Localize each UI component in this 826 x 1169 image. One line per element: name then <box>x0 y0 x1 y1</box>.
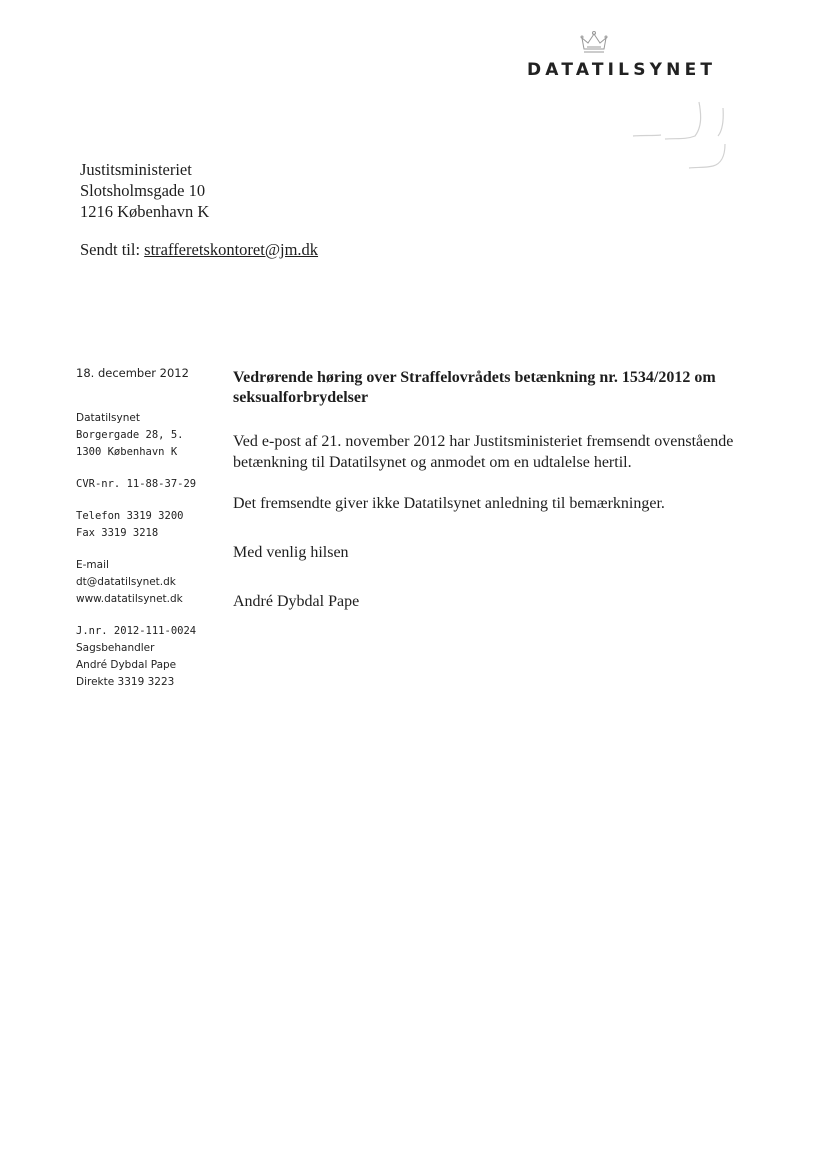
case-handler-label: Sagsbehandler <box>76 642 155 654</box>
fax-line: Fax 3319 3218 <box>76 527 159 539</box>
cvr-number <box>76 476 226 493</box>
sender-address <box>76 410 226 461</box>
contact-info <box>76 557 226 608</box>
crown-icon <box>579 30 609 56</box>
case-info <box>76 623 226 691</box>
handwritten-mark <box>625 98 730 170</box>
sent-to-label: Sendt til: <box>80 240 141 259</box>
cvr-line: CVR-nr. 11-88-37-29 <box>76 478 197 490</box>
direct-phone: Direkte 3319 3223 <box>76 676 175 688</box>
case-handler-name: André Dybdal Pape <box>76 659 177 671</box>
telefon-line: Telefon 3319 3200 <box>76 510 184 522</box>
sender-street: Borgergade 28, 5. <box>76 429 184 441</box>
recipient-address <box>80 159 209 222</box>
letter-paragraph: Ved e-post af 21. november 2012 har Justitsministeriet fremsendt ovenstående betænkning til Datatilsynet og anmodet om en udtalelse hertil. <box>233 433 734 471</box>
recipient-email-link[interactable]: strafferetskontoret@jm.dk <box>144 240 319 259</box>
letter-subject: Vedrørende høring over Straffelovrådets betænkning nr. 1534/2012 om seksualforbrydelser <box>233 369 716 406</box>
email-label: E-mail <box>76 559 109 571</box>
sender-info-column <box>76 366 226 706</box>
letter-paragraph: Det fremsendte giver ikke Datatilsynet anledning til bemærkninger. <box>233 495 665 512</box>
letter-closing: Med venlig hilsen <box>233 544 349 561</box>
phone-info <box>76 508 226 542</box>
journal-number: J.nr. 2012-111-0024 <box>76 625 197 637</box>
datatilsynet-logo <box>522 30 752 85</box>
recipient-street: Slotsholmsgade 10 <box>80 181 206 200</box>
sender-city: 1300 København K <box>76 446 178 458</box>
sender-email[interactable]: dt@datatilsynet.dk <box>76 576 176 588</box>
recipient-city: 1216 København K <box>80 202 210 221</box>
letter-body <box>233 368 773 632</box>
letter-signature: André Dybdal Pape <box>233 593 360 610</box>
sender-name: Datatilsynet <box>76 412 140 424</box>
recipient-name: Justitsministeriet <box>80 160 192 179</box>
sender-website[interactable]: www.datatilsynet.dk <box>76 593 183 605</box>
letter-date: 18. december 2012 <box>76 366 189 380</box>
sent-to <box>80 240 318 260</box>
logo-wordmark: DATATILSYNET <box>527 60 717 80</box>
